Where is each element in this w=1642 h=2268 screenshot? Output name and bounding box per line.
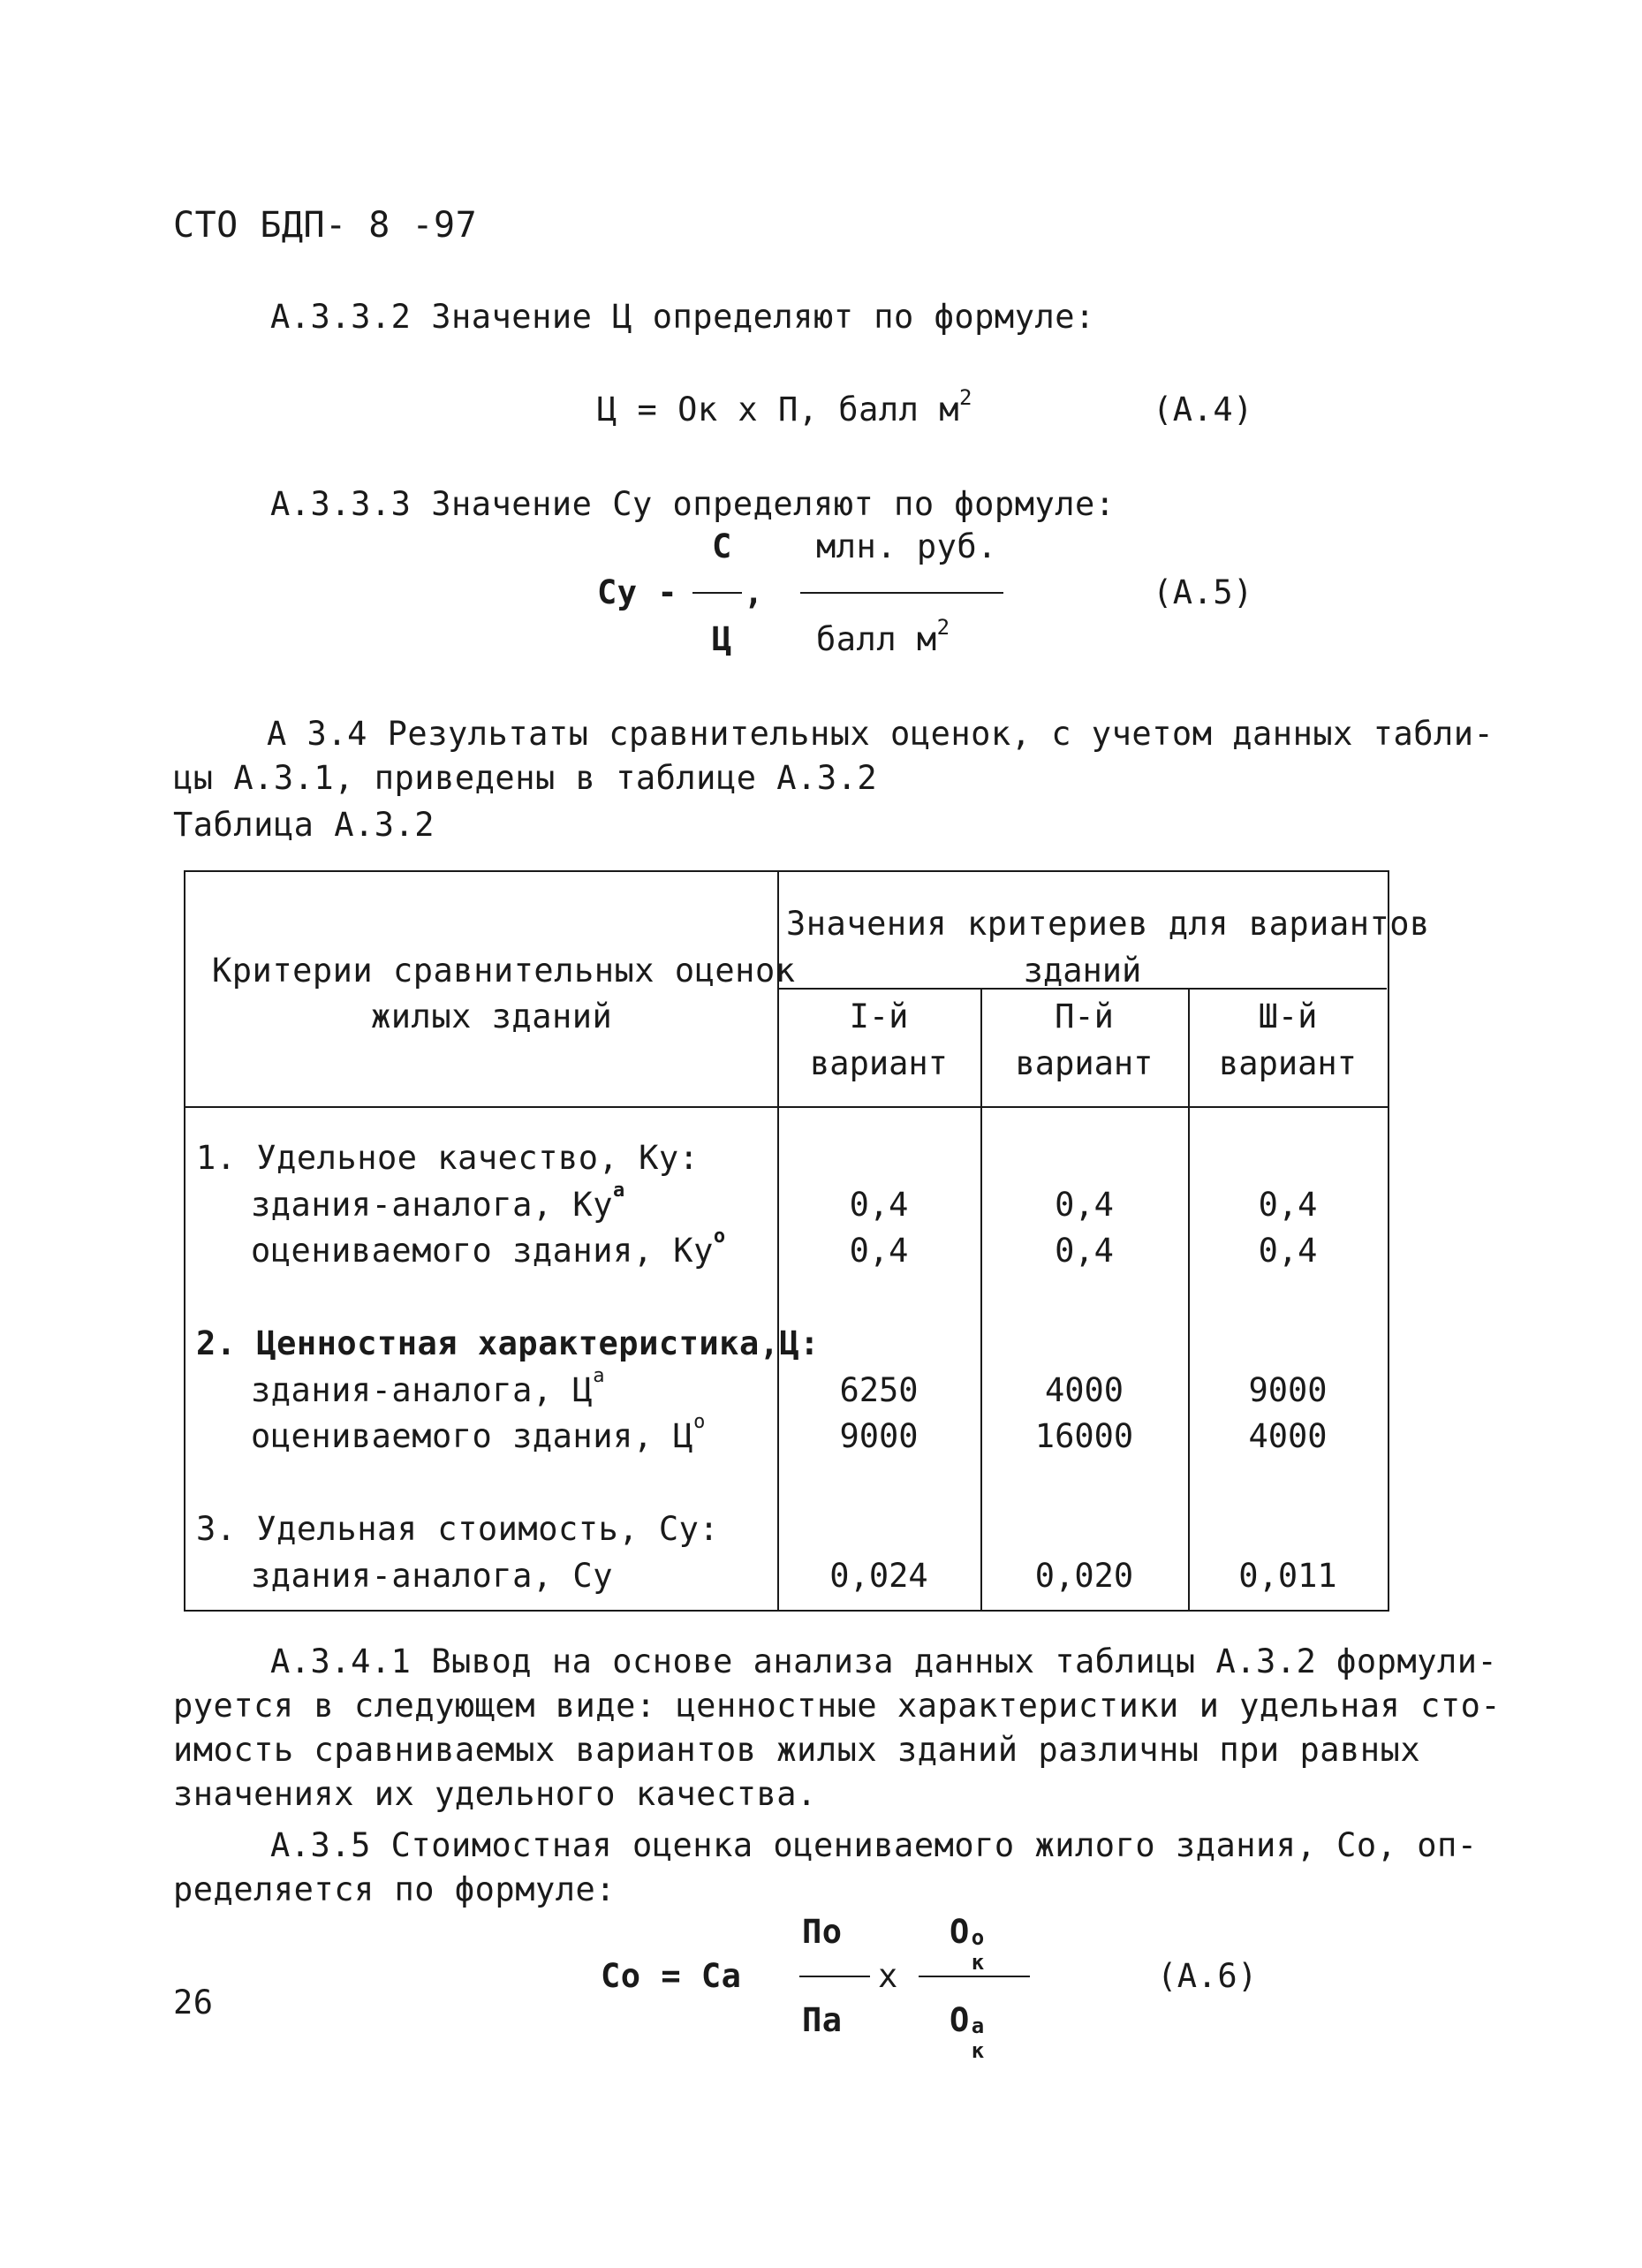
table-cell: 0,4	[1258, 1232, 1318, 1270]
section-a34-line2: цы А.3.1, приведены в таблице А.3.2	[173, 759, 878, 797]
table-cell: 4000	[1248, 1417, 1328, 1455]
formula-a6-frac1-bar	[799, 1976, 870, 1977]
criteria-header-line1: Критерии сравнительных оценок	[212, 952, 796, 990]
table-row-label	[251, 1180, 625, 1224]
formula-a5-unit-numerator: млн. руб.	[816, 527, 997, 565]
formula-a5-lhs: Су -	[597, 573, 678, 611]
formula-a4-number: (А.4)	[1153, 391, 1253, 429]
table-row-label: здания-аналога, Су	[251, 1557, 613, 1595]
formula-a5-fraction-bar	[692, 592, 742, 594]
frac2-den-letter: О	[950, 2001, 970, 2039]
table-cell: 0,4	[849, 1186, 909, 1224]
table-row-label	[251, 1365, 605, 1409]
row-label-text: оцениваемого здания, Ку	[251, 1232, 714, 1270]
table-cell: 6250	[839, 1371, 919, 1409]
formula-a4-body: Ц = Ок х П, балл м	[597, 391, 959, 429]
values-header-line2: зданий	[1023, 952, 1142, 990]
section-a34-line1: А 3.4 Результаты сравнительных оценок, с учетом данных табли-	[267, 715, 1494, 753]
section-a35-line1: А.3.5 Стоимостная оценка оцениваемого жилого здания, Со, оп-	[270, 1826, 1478, 1864]
table-cell: 0,4	[1055, 1232, 1114, 1270]
table-caption: Таблица А.3.2	[173, 806, 435, 844]
table-cell: 9000	[1248, 1371, 1328, 1409]
table-left-border	[184, 870, 185, 1610]
formula-a5-unit-bar	[800, 592, 1003, 594]
formula-a5-comma: ,	[744, 573, 764, 611]
variant-2-word: вариант	[1015, 1044, 1154, 1082]
formula-a6-number: (А.6)	[1157, 1957, 1258, 1995]
formula-a5-unit-den-sup: 2	[936, 615, 950, 640]
formula-a6-lhs: Со = Са	[601, 1957, 742, 1995]
formula-a6-frac2-bar	[919, 1976, 1030, 1977]
table-col-divider-3	[1188, 988, 1190, 1610]
table-cell: 0,4	[1258, 1186, 1318, 1224]
criteria-header-line2: жилых зданий	[371, 997, 613, 1035]
row-label-text: здания-аналога, Ц	[251, 1371, 594, 1409]
section-a341-line4: значениях их удельного качества.	[173, 1775, 817, 1813]
table-header-border	[184, 1106, 1389, 1108]
table-cell: 9000	[839, 1417, 919, 1455]
section-a341-line2: руется в следующем виде: ценностные характеристики и удельная сто-	[173, 1687, 1502, 1725]
formula-a5-unit-denominator	[816, 615, 950, 658]
row-label-text: оцениваемого здания, Ц	[251, 1417, 694, 1455]
table-cell: 0,011	[1238, 1557, 1337, 1595]
frac2-num-sub: к	[971, 1950, 985, 1975]
row-label-mark: а	[612, 1180, 625, 1202]
table-row-label: 3. Удельная стоимость, Су:	[196, 1510, 720, 1548]
row-label-text: здания-аналога, Ку	[251, 1186, 613, 1224]
variant-1-roman: I-й	[849, 997, 909, 1035]
table-cell: 0,4	[849, 1232, 909, 1270]
formula-a4-sup: 2	[958, 385, 972, 410]
frac2-num-letter: О	[950, 1913, 970, 1951]
table-row-label: 2. Ценностная характеристика,Ц:	[196, 1324, 821, 1362]
table-bottom-border	[184, 1610, 1389, 1612]
variant-3-roman: Ш-й	[1258, 997, 1318, 1035]
table-cell: 4000	[1044, 1371, 1124, 1409]
formula-a6-frac1-num: По	[802, 1913, 843, 1951]
formula-a6-frac2-den	[950, 2001, 989, 2063]
formula-a5-numerator: С	[712, 527, 732, 565]
table-cell: 0,020	[1034, 1557, 1134, 1595]
table-row-label: 1. Удельное качество, Ку:	[196, 1139, 700, 1177]
doc-code: СТО БДП- 8 -97	[173, 205, 478, 246]
frac2-den-sub: к	[971, 2038, 985, 2063]
row-label-mark: о	[693, 1411, 706, 1433]
table-col-divider-2	[980, 988, 982, 1610]
section-a341-line3: имость сравниваемых вариантов жилых зданий различны при равных	[173, 1731, 1421, 1769]
table-row-label	[251, 1225, 726, 1270]
frac2-num-sup: о	[971, 1925, 985, 1950]
variant-3-word: вариант	[1219, 1044, 1357, 1082]
formula-a5-unit-den-text: балл м	[816, 620, 937, 658]
formula-a4	[597, 385, 972, 429]
row-label-mark: о	[713, 1225, 726, 1248]
table-row-label	[251, 1411, 706, 1455]
table-right-border	[1388, 870, 1389, 1610]
table-cell: 0,024	[829, 1557, 928, 1595]
section-a341-line1: А.3.4.1 Вывод на основе анализа данных таблицы А.3.2 формули-	[270, 1642, 1498, 1680]
page-number: 26	[173, 1984, 214, 2021]
formula-a6-frac1-den: Па	[802, 2001, 843, 2039]
section-a332-text: А.3.3.2 Значение Ц определяют по формуле:	[270, 298, 1095, 336]
variant-2-roman: П-й	[1055, 997, 1114, 1035]
formula-a5-number: (А.5)	[1153, 573, 1253, 611]
section-a35-line2: ределяется по формуле:	[173, 1870, 617, 1908]
row-label-mark: а	[593, 1365, 605, 1387]
frac2-den-sup: а	[971, 2014, 985, 2038]
section-a333-text: А.3.3.3 Значение Су определяют по формуле:	[270, 485, 1116, 523]
table-cell: 0,4	[1055, 1186, 1114, 1224]
variant-1-word: вариант	[810, 1044, 948, 1082]
formula-a6-times: х	[878, 1957, 898, 1995]
table-top-border	[184, 870, 1389, 872]
formula-a5-denominator: Ц	[712, 620, 732, 658]
values-header-line1: Значения критериев для вариантов	[786, 905, 1430, 943]
formula-a6-frac2-num	[950, 1913, 989, 1975]
table-cell: 16000	[1034, 1417, 1134, 1455]
